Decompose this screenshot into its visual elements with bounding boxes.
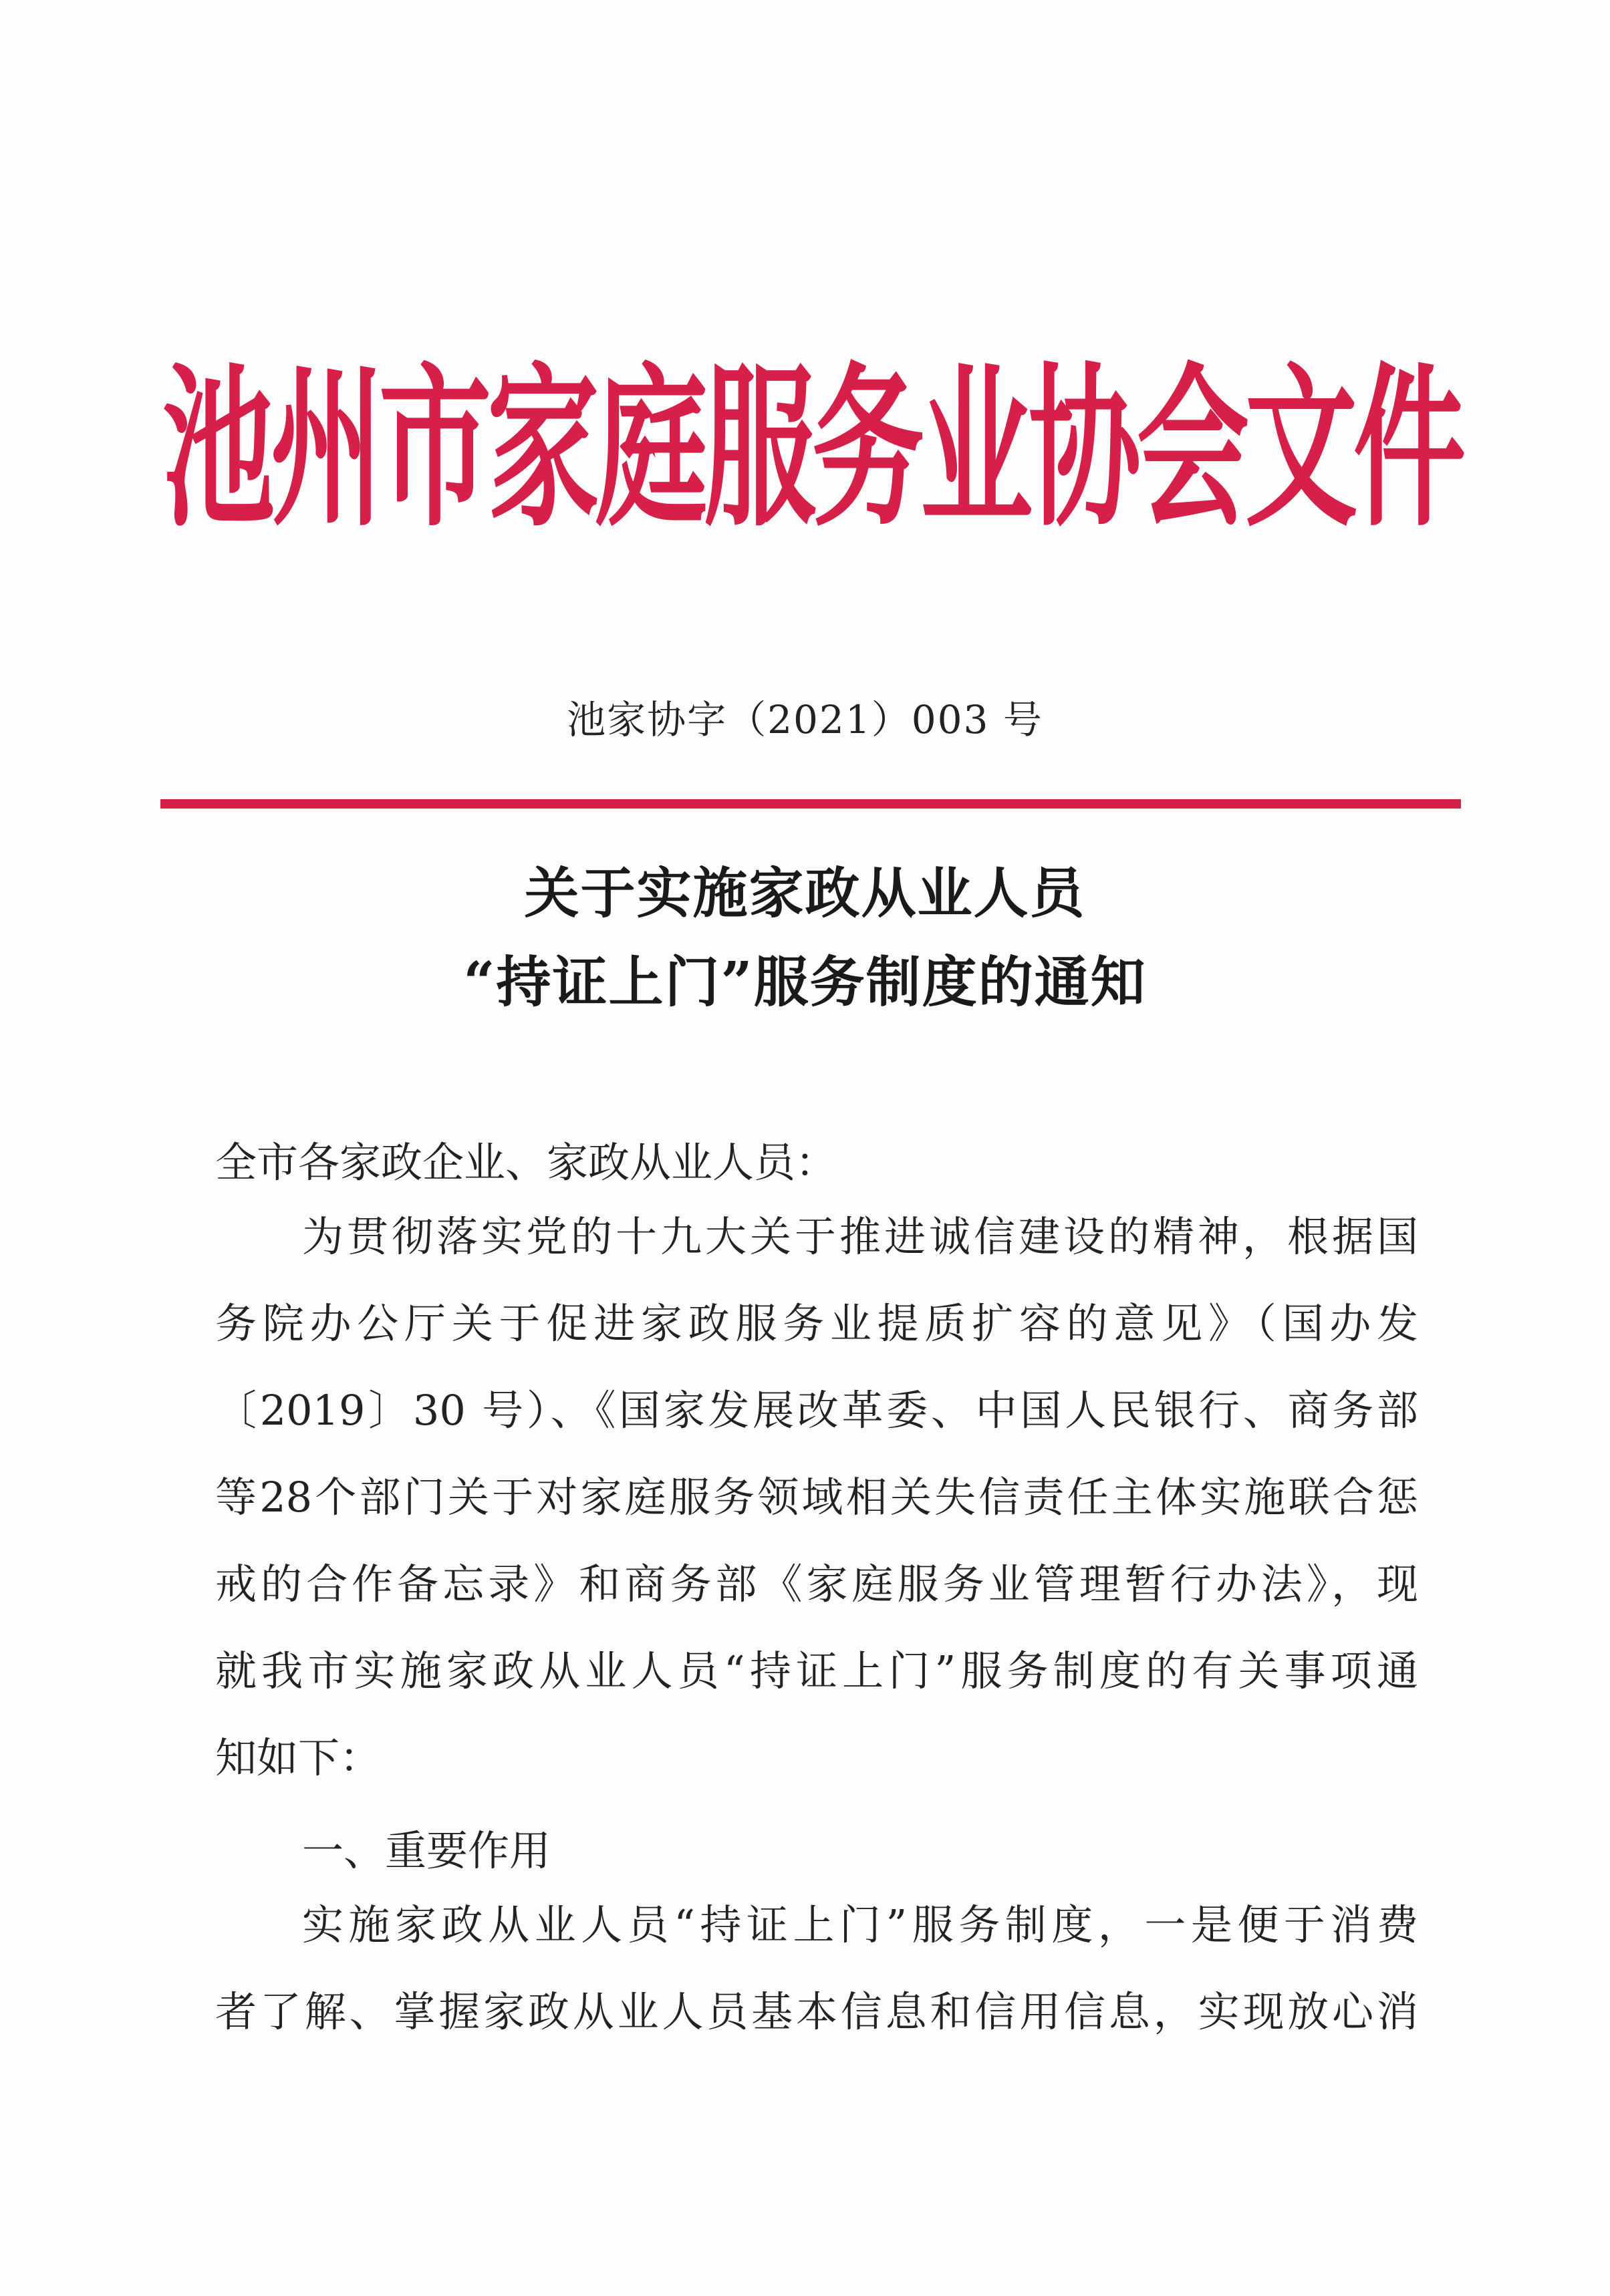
paragraph-2-line: 实施家政从业人员“持证上门”服务制度，一是便于消费 [302,1900,1418,1949]
red-divider-line [160,799,1461,809]
paragraph-2-line: 者了解、掌握家政从业人员基本信息和信用信息，实现放心消 [215,1987,1418,2036]
notice-title-line-2: “持证上门”服务制度的通知 [463,950,1147,1014]
paragraph-1-line: 知如下： [215,1733,382,1782]
masthead-title: 池州市家庭服务业协会文件 [162,347,1462,550]
document-number: 池家协字（2021）003 号 [567,697,1043,742]
paragraph-1-line: 就我市实施家政从业人员“持证上门”服务制度的有关事项通 [215,1646,1418,1695]
paragraph-1-line: 为贯彻落实党的十九大关于推进诚信建设的精神，根据国 [302,1212,1418,1261]
paragraph-1-line: 〔2019〕30 号）、《国家发展改革委、中国人民银行、商务部 [215,1386,1418,1435]
paragraph-1-line: 等28个部门关于对家庭服务领域相关失信责任主体实施联合惩 [215,1473,1418,1522]
paragraph-1-line: 务院办公厅关于促进家政服务业提质扩容的意见》（国办发 [215,1299,1418,1348]
section-heading-1: 一、重要作用 [302,1826,551,1875]
notice-title-line-1: 关于实施家政从业人员 [524,861,1086,925]
paragraph-1-line: 戒的合作备忘录》和商务部《家庭服务业管理暂行办法》，现 [215,1560,1418,1608]
salutation: 全市各家政企业、家政从业人员： [215,1138,837,1187]
